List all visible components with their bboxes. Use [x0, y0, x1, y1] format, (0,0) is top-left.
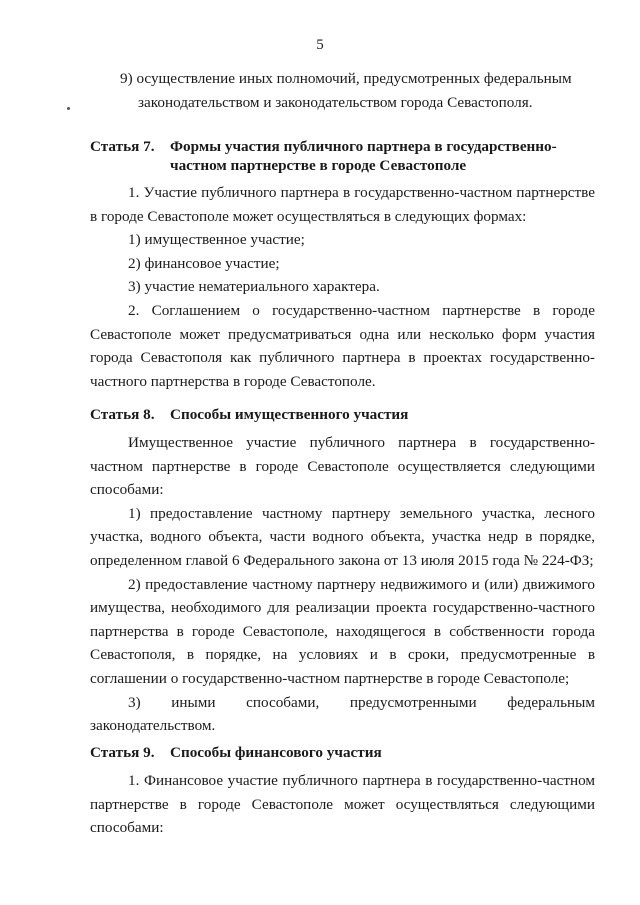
- article-8-intro: Имущественное участие публичного партнера в государственно-частном партнерстве в городе Севастополе осуществляется следующими способами:: [90, 434, 595, 499]
- article-7-item-2: 2) финансовое участие;: [128, 254, 280, 272]
- list-item-9: [90, 67, 595, 114]
- article-9-paragraph-1: 1. Финансовое участие публичного партнера в государственно-частном партнерстве в городе Севастополе может осуществляться следующими способами:: [90, 772, 595, 837]
- article-7-label: Статья 7.: [90, 138, 155, 155]
- article-7-item-3: 3) участие нематериального характера.: [128, 278, 380, 296]
- article-8-item-3-line1: [90, 691, 595, 715]
- list-item-9-line2: законодательством и законодательством города Севастополя.: [138, 93, 533, 111]
- article-7-title-line1: Формы участия публичного партнера в государственно-: [170, 138, 557, 155]
- article-9-label: Статья 9.: [90, 744, 155, 761]
- article-8-label: Статья 8.: [90, 406, 155, 423]
- article-8-item-3-word-5: федеральным: [507, 693, 595, 711]
- article-8-item-3-word-1: 3): [128, 693, 141, 711]
- scan-speck: [67, 107, 70, 110]
- page-number: 5: [316, 37, 324, 53]
- article-8-item-3-word-3: способами,: [246, 693, 320, 711]
- article-9-title: Способы финансового участия: [170, 744, 382, 761]
- article-9-body: [90, 769, 595, 840]
- article-7-heading: [90, 137, 595, 175]
- article-8-heading: [90, 405, 595, 424]
- article-7-paragraph-2: 2. Соглашением о государственно-частном партнерстве в городе Севастополе может предусматриваться одна или несколько форм участия города Севастополя как публичного партнера в проектах государственно-частного партнерства в городе Севастополе.: [90, 301, 595, 390]
- article-8-item-3-word-2: иными: [171, 693, 216, 711]
- article-8-item-3-word-4: предусмотренными: [349, 693, 477, 711]
- article-7-body: [90, 181, 595, 393]
- article-7-paragraph-1: 1. Участие публичного партнера в государственно-частном партнерстве в городе Севастополе может осуществляться в следующих формах:: [90, 184, 595, 225]
- article-9-heading: [90, 743, 595, 762]
- article-8-item-3-line2: законодательством.: [90, 717, 216, 735]
- list-item-9-line1: 9) осуществление иных полномочий, предусмотренных федеральным: [120, 70, 572, 87]
- article-8-item-2: 2) предоставление частному партнеру недвижимого и (или) движимого имущества, необходимого для реализации проекта государственно-частного партнерства в городе Севастополе, находящегося в собственности города Севастополя, в порядке, на условиях и в сроки, предусмотренные в соглашении о государственно-частном партнерстве в городе Севастополе;: [90, 575, 595, 687]
- article-8-item-1: 1) предоставление частному партнеру земельного участка, лесного участка, водного объекта, части водного объекта, участка недр в порядке, определенном главой 6 Федерального закона от 13 июля 2015 года № 224-ФЗ;: [90, 504, 595, 569]
- article-7-item-1: 1) имущественное участие;: [128, 231, 305, 249]
- article-7-title-line2: частном партнерстве в городе Севастополе: [170, 157, 467, 174]
- article-8-title: Способы имущественного участия: [170, 406, 409, 423]
- article-8-body: [90, 431, 595, 738]
